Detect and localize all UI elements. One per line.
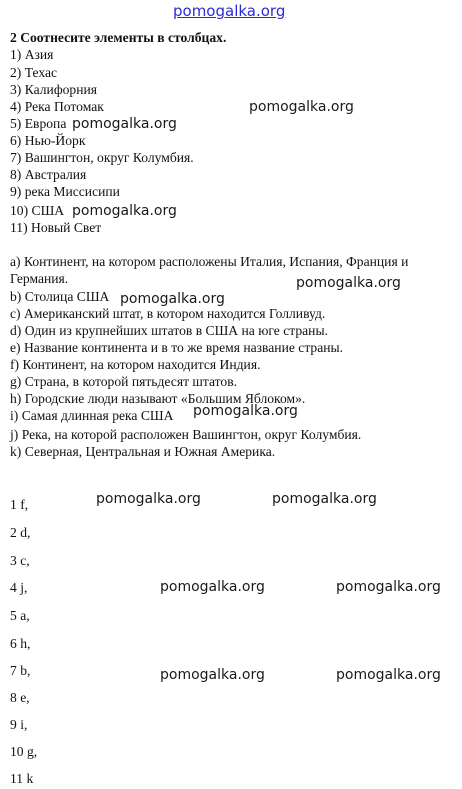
watermark-header-link[interactable]: pomogalka.org: [173, 2, 286, 20]
item-11: 11) Новый Свет: [10, 220, 102, 235]
answer-5: 5 a,: [10, 608, 30, 623]
definition-c: c) Американский штат, в котором находится Голливуд.: [10, 306, 326, 321]
definition-k: k) Северная, Центральная и Южная Америка.: [10, 444, 276, 459]
answer-10: 10 g,: [10, 744, 38, 759]
answer-8: 8 e,: [10, 690, 30, 705]
answer-11: 11 k: [10, 771, 34, 786]
item-10: 10) США: [10, 203, 65, 218]
answer-6: 6 h,: [10, 636, 31, 651]
watermark: pomogalka.org: [72, 203, 177, 219]
item-5: 5) Европа: [10, 116, 67, 131]
definition-d: d) Один из крупнейших штатов в США на юге страны.: [10, 323, 328, 338]
definition-f: f) Континент, на котором находится Индия.: [10, 357, 261, 372]
watermark: pomogalka.org: [160, 579, 265, 595]
answer-4: 4 j,: [10, 580, 28, 595]
definition-b: b) Столица США: [10, 289, 110, 304]
definition-g: g) Страна, в которой пятьдесят штатов.: [10, 374, 238, 389]
answer-9: 9 i,: [10, 717, 28, 732]
definition-e: e) Название континента и в то же время название страны.: [10, 340, 344, 355]
answer-7: 7 b,: [10, 663, 31, 678]
item-9: 9) река Миссисипи: [10, 184, 120, 199]
watermark: pomogalka.org: [336, 667, 441, 683]
task-heading: 2 Соотнесите элементы в столбцах.: [10, 30, 227, 45]
watermark: pomogalka.org: [336, 579, 441, 595]
watermark: pomogalka.org: [249, 99, 354, 115]
definition-j: j) Река, на которой расположен Вашингтон, округ Колумбия.: [10, 427, 362, 442]
answer-2: 2 d,: [10, 525, 31, 540]
definition-i: i) Самая длинная река США: [10, 408, 174, 423]
item-6: 6) Нью-Йорк: [10, 133, 86, 148]
definition-h: h) Городские люди называют «Большим Яблоком».: [10, 391, 306, 406]
answer-1: 1 f,: [10, 497, 29, 512]
item-7: 7) Вашингтон, округ Колумбия.: [10, 150, 194, 165]
item-8: 8) Австралия: [10, 167, 87, 182]
item-3: 3) Калифорния: [10, 82, 98, 97]
item-2: 2) Техас: [10, 65, 58, 80]
watermark: pomogalka.org: [96, 491, 201, 507]
watermark: pomogalka.org: [193, 403, 298, 419]
watermark: pomogalka.org: [72, 116, 177, 132]
item-1: 1) Азия: [10, 47, 54, 62]
watermark: pomogalka.org: [296, 275, 401, 291]
watermark: pomogalka.org: [160, 667, 265, 683]
watermark: pomogalka.org: [120, 291, 225, 307]
definition-a: a) Континент, на котором расположены Италия, Испания, Франция и Германия.: [10, 254, 409, 286]
item-4: 4) Река Потомак: [10, 99, 104, 114]
answer-3: 3 c,: [10, 553, 30, 568]
watermark: pomogalka.org: [272, 491, 377, 507]
